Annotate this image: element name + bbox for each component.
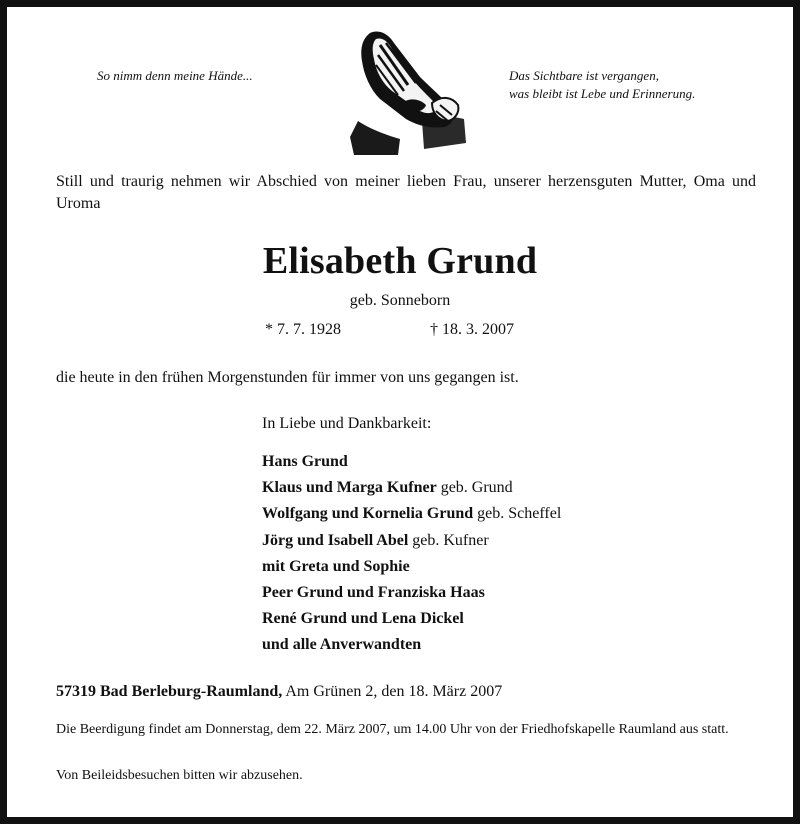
death-date: † 18. 3. 2007 (430, 321, 514, 338)
quote-right-line1: Das Sichtbare ist vergangen, (509, 68, 659, 83)
mourner-name: Wolfgang und Kornelia Grund (262, 505, 474, 523)
funeral-info: Die Beerdigung findet am Donnerstag, dem 22. März 2007, um 14.00 Uhr von der Friedhofskapelle Raumland aus statt. (56, 722, 729, 737)
mourner-name: und alle Anverwandten (262, 636, 422, 654)
condolence-note: Von Beileidsbesuchen bitten wir abzusehen. (56, 768, 303, 783)
praying-hands-icon (340, 25, 468, 157)
passed-text: die heute in den frühen Morgenstunden für immer von uns gegangen ist. (56, 369, 519, 386)
mourner-name: René Grund und Lena Dickel (262, 610, 464, 628)
intro-text: Still und traurig nehmen wir Abschied von meiner lieben Frau, unserer herzensguten Mutter, Oma und Uroma (56, 173, 756, 212)
thanks-line: In Liebe und Dankbarkeit: (262, 415, 432, 432)
mourner-name: Jörg und Isabell Abel (262, 531, 409, 549)
mourner-name: mit Greta und Sophie (262, 557, 410, 575)
quote-right-line2: was bleibt ist Lebe und Erinnerung. (509, 86, 696, 101)
maiden-name: geb. Sonneborn (349, 292, 451, 309)
list-item (262, 606, 561, 632)
quote-left: So nimm denn meine Hände... (97, 68, 253, 83)
mourner-name: Peer Grund und Franziska Haas (262, 584, 485, 602)
quote-right (509, 67, 695, 103)
birth-date: * 7. 7. 1928 (265, 321, 341, 338)
address-rest: Am Grünen 2, den 18. März 2007 (282, 683, 503, 700)
list-item (262, 580, 561, 606)
list-item (262, 475, 561, 501)
mourner-suffix: geb. Kufner (408, 531, 489, 549)
list-item (262, 528, 561, 554)
list-item (262, 501, 561, 527)
list-item (262, 632, 561, 658)
mourner-name: Hans Grund (262, 453, 348, 470)
list-item (262, 449, 561, 475)
deceased-name: Elisabeth Grund (262, 240, 538, 282)
address-place: 57319 Bad Berleburg-Raumland, (56, 683, 283, 700)
mourner-suffix: geb. Grund (436, 479, 513, 497)
mourner-name: Klaus und Marga Kufner (262, 479, 437, 497)
address-line (56, 683, 502, 701)
mourner-list (262, 449, 561, 659)
list-item (262, 554, 561, 580)
mourner-suffix: geb. Scheffel (473, 505, 562, 523)
